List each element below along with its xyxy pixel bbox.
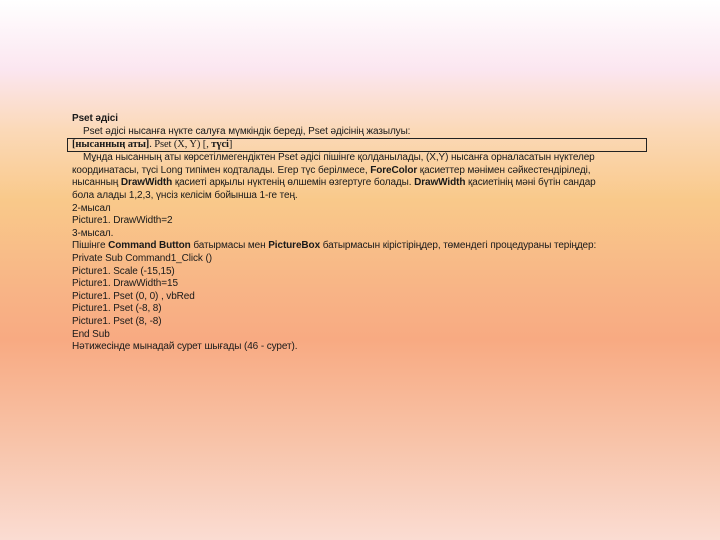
example-label: 3-мысал. [72, 227, 114, 239]
instruction-line: Пішінге Command Button батырмасы мен PictureBox батырмасын кірістіріңдер, төмендегі процедураны теріңдер: [72, 240, 597, 252]
result-text: Нәтижесінде мынадай сурет шығады (46 - сурет). [72, 341, 298, 353]
code-line: End Sub [72, 328, 110, 340]
code-line: Picture1. DrawWidth=2 [72, 215, 173, 227]
example-label: 2-мысал [72, 202, 111, 214]
syntax-box: [нысанның аты]. Pset (X, Y) [, түсі] [67, 138, 647, 152]
code-line: Picture1. Pset (0, 0) , vbRed [72, 290, 195, 302]
code-line: Picture1. DrawWidth=15 [72, 278, 178, 290]
code-line: Private Sub Command1_Click () [72, 252, 212, 264]
para-line: бола алады 1,2,3, үнсіз келісім бойынша 1-ге тең. [72, 189, 298, 201]
para-line: координатасы, түсі Long типімен кодталады. Егер түс берілмесе, ForeColor қасиеттер мәнімен сәйкестендіріледі, [72, 164, 591, 176]
document-body [72, 113, 692, 354]
code-line: Picture1. Pset (8, -8) [72, 315, 162, 327]
code-line: Picture1. Scale (-15,15) [72, 265, 175, 277]
para-line: нысанның DrawWidth қасиеті арқылы нүктенің өлшемін өзгертуге болады. DrawWidth қасиетінің мәні бүтін сандар [72, 177, 596, 189]
section-title: Pset әдісі [72, 113, 118, 124]
intro-text: Pset әдісі нысанға нүкте салуға мүмкіндік береді, Pset әдісінің жазылуы: [83, 125, 411, 137]
code-line: Picture1. Pset (-8, 8) [72, 303, 162, 315]
para-line: Мұнда нысанның аты көрсетілмегендіктен Pset әдісі пішінге қолданылады, (X,Y) нысанға орналасатын нүктелер [83, 152, 595, 164]
